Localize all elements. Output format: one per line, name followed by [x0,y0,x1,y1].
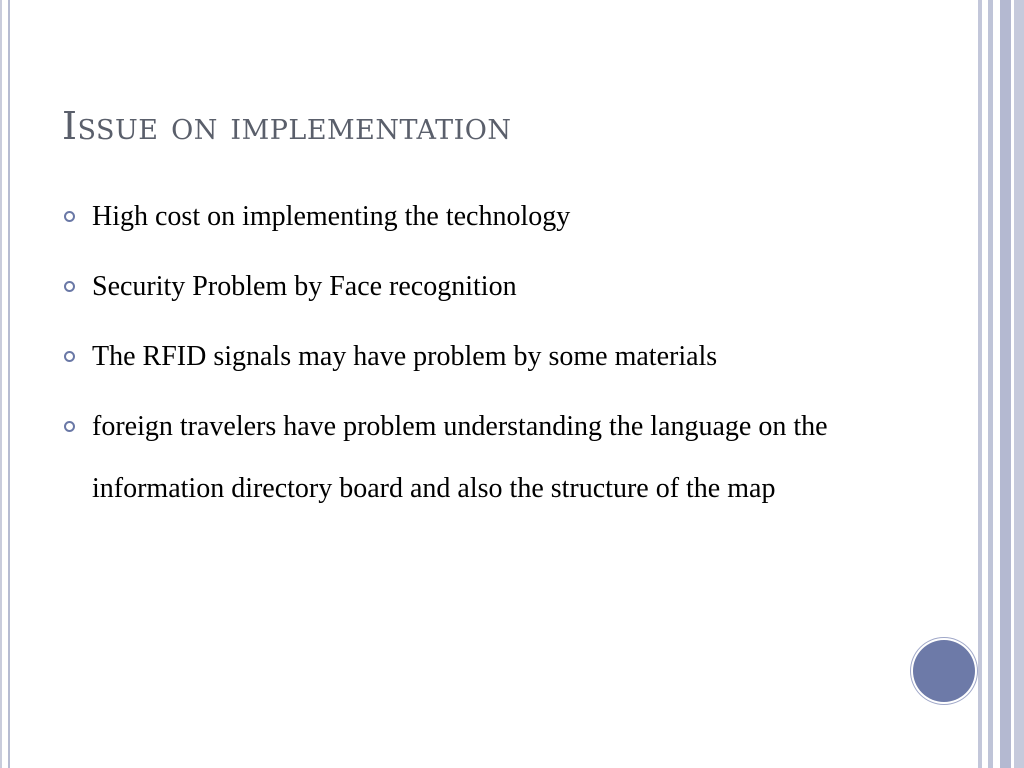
left-border-line [8,0,10,768]
left-border-line [0,0,2,768]
right-border-stripe [1014,0,1024,768]
bullet-text: Security Problem by Face recognition [92,271,517,302]
right-border-stripe [993,0,1000,768]
bullet-text: foreign travelers have problem understanding the language on the information directory board and also the structure of the map [92,411,828,504]
bullet-item [62,196,882,238]
bullet-list [62,196,882,548]
bullet-item [62,336,882,378]
decorative-circle [913,640,975,702]
bullet-circle-icon [64,281,75,292]
bullet-text: High cost on implementing the technology [92,201,571,232]
bullet-item [62,396,882,520]
bullet-item [62,266,882,308]
right-border-stripe [1000,0,1011,768]
slide-title: Issue on implementation [62,104,512,148]
bullet-circle-icon [64,211,75,222]
bullet-text: The RFID signals may have problem by some materials [92,341,718,372]
bullet-circle-icon [64,351,75,362]
bullet-circle-icon [64,421,75,432]
